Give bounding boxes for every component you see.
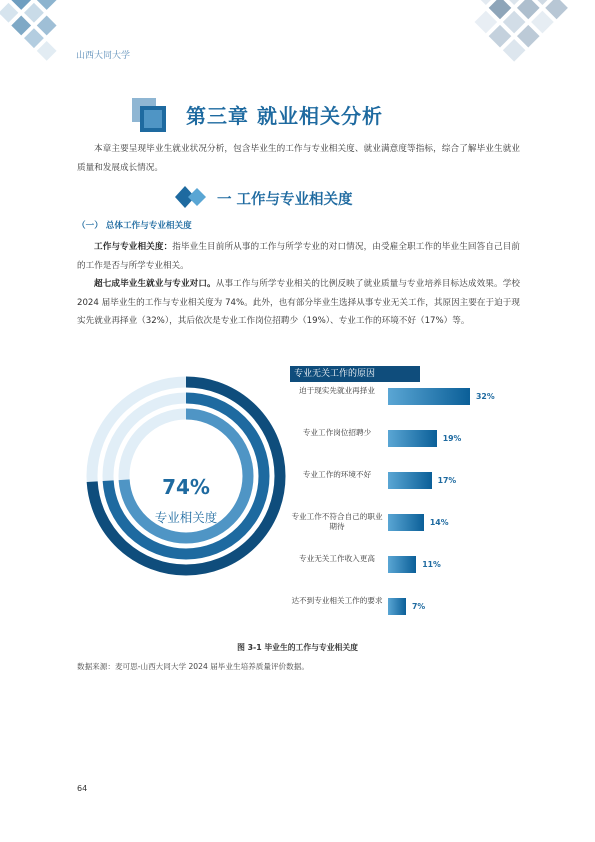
findings-text: 从事工作与所学专业相关的比例反映了就业质量与专业培养目标达成效果。学校 2024 届毕业生的工作与专业相关度为 74%。此外，也有部分毕业生选择从事专业无关工作，其原因主要在于迫于现实先就业再择业（32%），其后依次是专业工作岗位招聘少（19%）、专业工作的环境不好（17%）等。 <box>77 279 520 327</box>
chapter-squares-icon <box>130 96 170 136</box>
corner-decoration-right <box>405 0 595 110</box>
chapter-title: 第三章 就业相关分析 <box>186 104 383 128</box>
bar-value-label: 7% <box>411 602 426 611</box>
bar-chart-title: 专业无关工作的原因 <box>290 366 420 382</box>
bar-category-label: 达不到专业相关工作的要求 <box>291 596 383 605</box>
definition-text: 指毕业生目前所从事的工作与所学专业的对口情况，由受雇全职工作的毕业生回答自己目前的工作是否与所学专业相关。 <box>77 242 520 271</box>
school-name: 山西大同大学 <box>76 51 131 61</box>
bar <box>388 472 432 489</box>
bar <box>388 388 470 405</box>
section-title: 一 工作与专业相关度 <box>217 192 353 208</box>
chapter-heading <box>130 96 430 136</box>
data-source: 数据来源：麦可思-山西大同大学 2024 届毕业生培养质量评价数据。 <box>77 662 309 671</box>
page-number: 64 <box>77 784 88 793</box>
bar-category-label: 迫于现实先就业再择业 <box>299 386 375 395</box>
bar <box>388 514 424 531</box>
bar-value-label: 32% <box>476 392 495 401</box>
findings-lead: 超七成毕业生就业与专业对口。 <box>94 279 216 289</box>
paragraph-findings <box>77 275 520 331</box>
bar <box>388 598 406 615</box>
bar <box>388 556 416 573</box>
figure-caption: 图 3-1 毕业生的工作与专业相关度 <box>237 643 358 652</box>
bar-category-label: 专业无关工作收入更高 <box>299 554 375 563</box>
donut-value: 74% <box>162 475 210 499</box>
reason-bar-chart <box>290 386 495 626</box>
bar-value-label: 19% <box>442 434 462 443</box>
section-diamond-icon <box>173 184 213 210</box>
bar-value-label: 14% <box>429 518 449 527</box>
corner-decoration-left <box>0 0 80 70</box>
subsection-title: （一） 总体工作与专业相关度 <box>77 221 192 231</box>
intro-paragraph: 本章主要呈现毕业生就业状况分析，包含毕业生的工作与专业相关度、就业满意度等指标，综合了解毕业生就业质量和发展成长情况。 <box>77 144 520 173</box>
paragraph-definition <box>77 238 520 275</box>
bar-category-label: 专业工作岗位招聘少 <box>302 428 372 437</box>
bar <box>388 430 437 447</box>
section-heading <box>173 184 433 212</box>
bar-value-label: 11% <box>422 560 441 569</box>
definition-lead: 工作与专业相关度： <box>94 242 173 252</box>
bar-category-label: 专业工作不符合自己的职业期待 <box>291 512 383 531</box>
relevance-donut-chart <box>86 376 286 576</box>
bar-category-label: 专业工作的环境不好 <box>302 470 372 479</box>
bar-value-label: 17% <box>437 476 457 485</box>
donut-label: 专业相关度 <box>154 510 218 525</box>
